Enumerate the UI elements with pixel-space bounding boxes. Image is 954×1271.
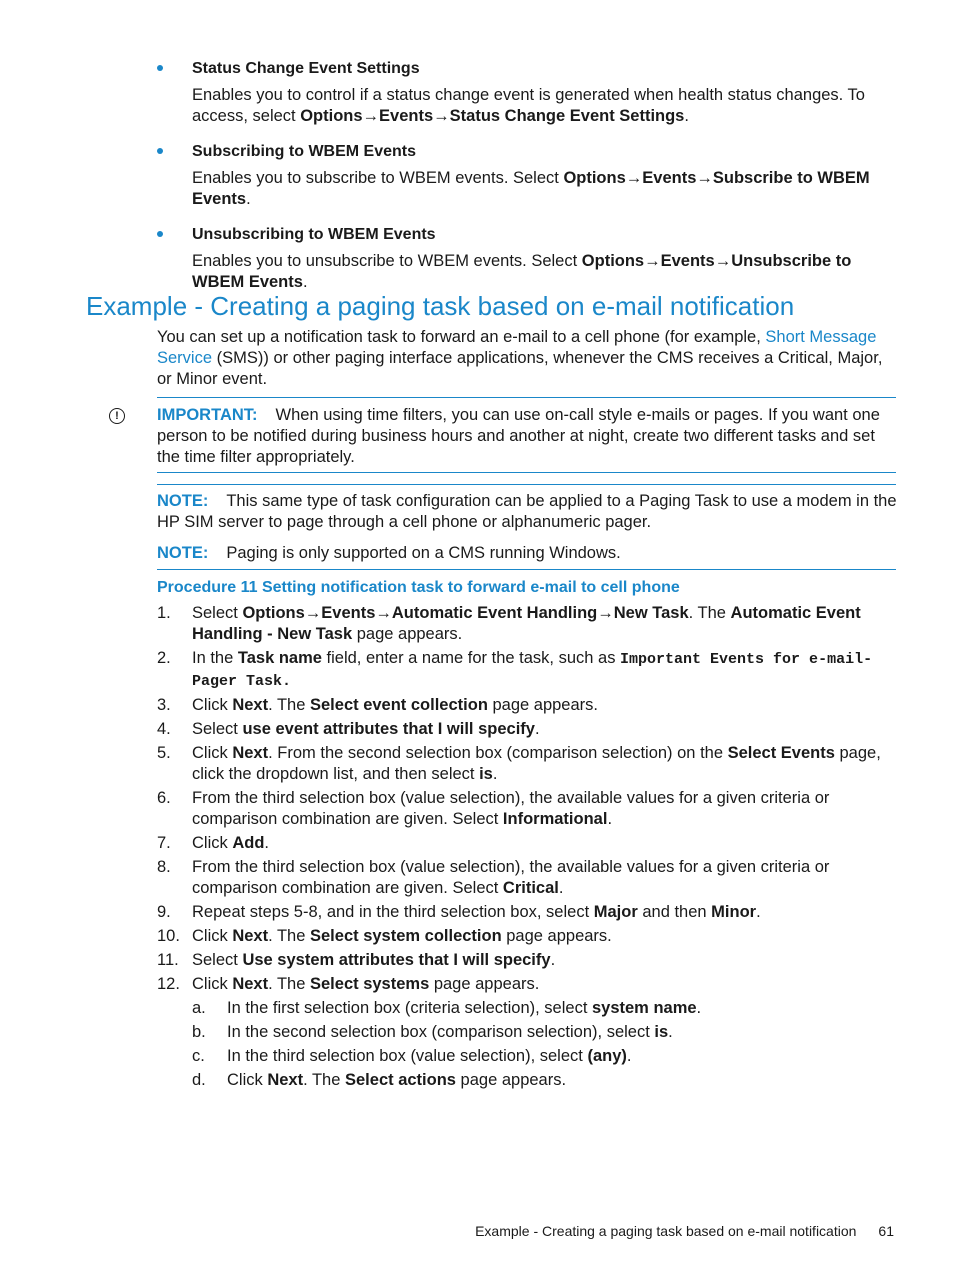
list-item-text: Enables you to unsubscribe to WBEM events. Select Options→Events→Unsubscribe to WBEM Events. [192,252,852,291]
list-item [157,58,897,127]
list-item-text: Enables you to subscribe to WBEM events. Select Options→Events→Subscribe to WBEM Events. [192,169,870,208]
divider [157,397,896,398]
note-text: Paging is only supported on a CMS running Windows. [226,544,621,562]
list-item-heading: Unsubscribing to WBEM Events [192,226,436,243]
section-heading: Example - Creating a paging task based on e-mail notification [86,291,795,321]
divider [157,484,896,485]
step-item: 2. In the Task name field, enter a name for the task, such as Important Events for e-mail-Pager Task. [157,649,873,690]
sms-link[interactable]: Short Message Service [157,328,877,367]
substep-item: c. In the third selection box (value selection), select (any). [192,1047,632,1065]
bullet-icon [157,65,163,71]
bullet-icon [157,231,163,237]
substep-item: a. In the first selection box (criteria selection), select system name. [192,999,702,1017]
step-item: 10. Click Next. The Select system collection page appears. [157,927,612,945]
list-item-heading: Subscribing to WBEM Events [192,143,417,160]
intro-paragraph: You can set up a notification task to forward an e-mail to a cell phone (for example, Short Message Service (SMS)) or other paging interface applications, whenever the CMS receives a Critical, Major, or Minor event. [157,328,883,388]
note-callout [157,491,897,533]
step-item: 6. From the third selection box (value selection), the available values for a given criteria or comparison combination are given. Select Informational. [157,789,830,828]
divider [157,472,896,473]
step-item: 12. Click Next. The Select systems page appears. [157,975,540,993]
step-item: 3. Click Next. The Select event collection page appears. [157,696,598,714]
page-number: 61 [878,1223,894,1239]
code-snippet: Important Events for e-mail-Pager Task. [192,651,873,690]
note-label: NOTE: [157,492,209,510]
list-item [157,224,897,293]
event-settings-list [157,58,897,307]
bullet-icon [157,148,163,154]
step-item: 5. Click Next. From the second selection box (comparison selection) on the Select Events page, click the dropdown list, and then select is. [157,744,881,783]
substep-item: d. Click Next. The Select actions page appears. [192,1071,567,1089]
list-item-heading: Status Change Event Settings [192,60,420,77]
note-callout [157,543,897,564]
important-text: When using time filters, you can use on-call style e-mails or pages. If you want one person to be notified during business hours and another at night, create two different tasks and set the time filter appropriately. [157,406,880,466]
important-icon: ! [109,408,125,424]
substep-item: b. In the second selection box (comparison selection), select is. [192,1023,673,1041]
important-label: IMPORTANT: [157,406,258,424]
step-item: 9. Repeat steps 5-8, and in the third selection box, select Major and then Minor. [157,903,761,921]
procedure-steps [157,603,897,1094]
step-item: 4. Select use event attributes that I will specify. [157,720,540,738]
important-callout [157,405,897,468]
step-item: 1. Select Options→Events→Automatic Event Handling→New Task. The Automatic Event Handling - New Task page appears. [157,604,861,643]
procedure-title: Procedure 11 Setting notification task to forward e-mail to cell phone [157,579,680,596]
step-item: 11. Select Use system attributes that I will specify. [157,951,556,969]
footer-title: Example - Creating a paging task based on e-mail notification [475,1223,857,1239]
list-item-text: Enables you to control if a status change event is generated when health status changes. To access, select Options→Events→Status Change Event Settings. [192,86,865,125]
step-item: 8. From the third selection box (value selection), the available values for a given criteria or comparison combination are given. Select Critical. [157,858,830,897]
step-item: 7. Click Add. [157,834,270,852]
note-text: This same type of task configuration can be applied to a Paging Task to use a modem in the HP SIM server to page through a cell phone or alphanumeric pager. [157,492,897,531]
page-footer [0,1221,894,1241]
note-label: NOTE: [157,544,209,562]
list-item [157,141,897,210]
divider [157,569,896,570]
